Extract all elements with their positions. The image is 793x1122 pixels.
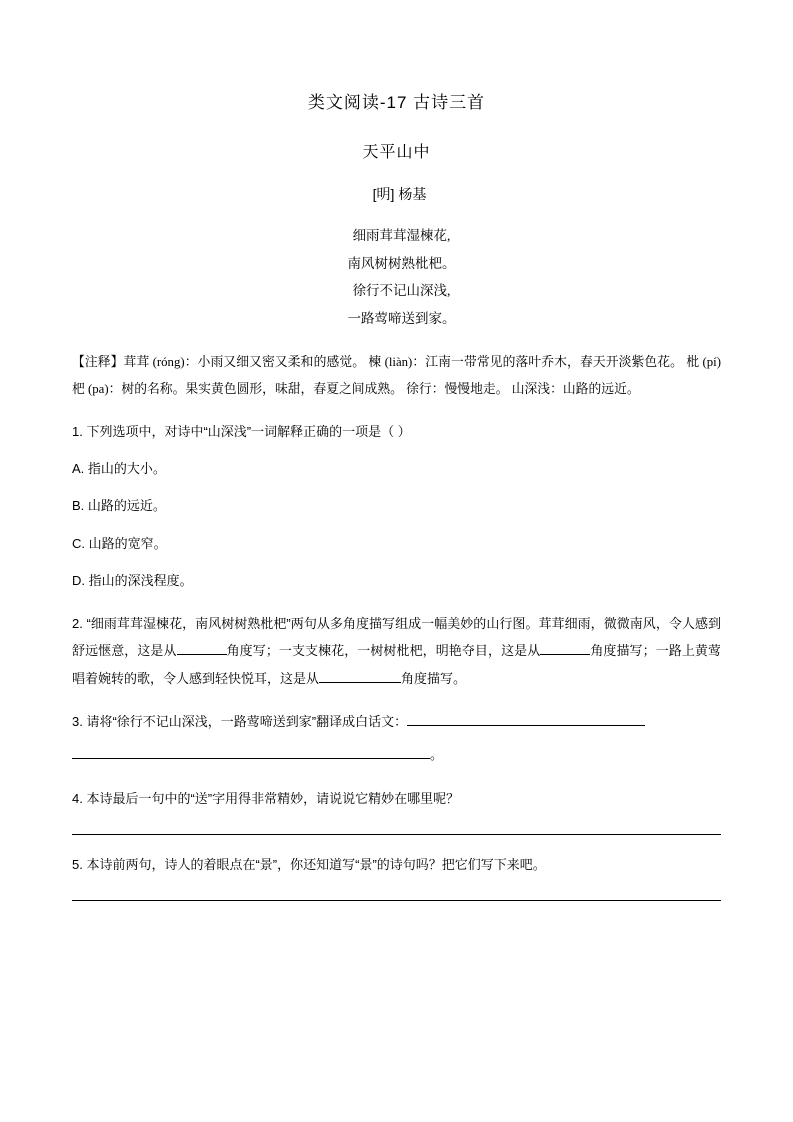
question-3-blank-1[interactable] (407, 725, 645, 726)
question-2-part-1: 2. “细雨茸茸湿楝花，南风树树熟枇杷”两句从多角度描写组成一幅美妙的山行图。茸茸细雨， (72, 616, 604, 632)
question-1-option-d[interactable]: D. 指山的深浅程度。 (72, 572, 193, 588)
question-3-answer-line (72, 741, 721, 768)
question-1-option-b[interactable]: B. 山路的远近。 (72, 498, 166, 514)
question-1-stem: 1. 下列选项中，对诗中“山深浅”一词解释正确的一项是（ ） (72, 423, 411, 439)
question-2-part-5: 角度描写；一路上黄莺唱着婉转的歌，令人感到轻快悦耳，这是从 (72, 643, 721, 686)
question-2-blank-1[interactable] (177, 654, 227, 655)
poem-author: [明] 杨基 (372, 186, 427, 202)
question-1-option-a[interactable]: A. 指山的大小。 (72, 460, 166, 476)
poem-title: 天平山中 (362, 144, 431, 161)
question-4-stem: 4. 本诗最后一句中的“送”字用得非常精妙，请说说它精妙在哪里呢？ (72, 790, 460, 806)
question-2-part-3: 角度写；一支支楝花，一树树枇杷，明艳夺目， (226, 643, 502, 659)
question-2-blank-2[interactable] (540, 654, 590, 655)
question-2-part-6: 角度描写。 (401, 670, 467, 686)
question-2-blank-3a[interactable] (319, 682, 367, 683)
question-2-part-2: 微微南风，令人感到舒远惬意，这是从 (72, 616, 721, 659)
question-3-stem: 3. 请将“徐行不记山深浅，一路莺啼送到家”翻译成白话文： (72, 714, 408, 730)
question-2-blank-3b[interactable] (367, 682, 401, 683)
poem-line: 徐行不记山深浅, (352, 283, 451, 299)
poem-notes: 【注释】茸茸 (róng)：小雨又细又密又柔和的感觉。 楝 (liàn)：江南一带常见的落叶乔木，春天开淡紫色花。 枇 (pí) 杷 (pa)：树的名称。果实黄色圆形，味甜，春夏之间成熟。 徐行：慢慢地走。 山深浅：山路的远近。 (72, 354, 721, 397)
question-3 (72, 708, 721, 735)
page-title: 类文阅读-17 古诗三首 (307, 93, 486, 112)
question-3-tail: 。 (430, 747, 444, 763)
poem-line: 南风树树熟枇杷。 (347, 255, 456, 271)
question-2 (72, 610, 721, 692)
question-2-part-4: 这是从 (501, 643, 541, 659)
question-1-option-c[interactable]: C. 山路的宽窄。 (72, 535, 167, 551)
question-5-stem: 5. 本诗前两句，诗人的着眼点在“景”，你还知道写“景”的诗句吗？把它们写下来吧。 (72, 856, 546, 872)
poem-line: 一路莺啼送到家。 (347, 311, 456, 327)
question-3-blank-2[interactable] (72, 758, 430, 759)
poem-body (72, 222, 721, 333)
question-5-answer-rule[interactable] (72, 900, 721, 901)
poem-line: 细雨茸茸湿楝花, (352, 228, 451, 243)
question-4-answer-rule[interactable] (72, 834, 721, 835)
